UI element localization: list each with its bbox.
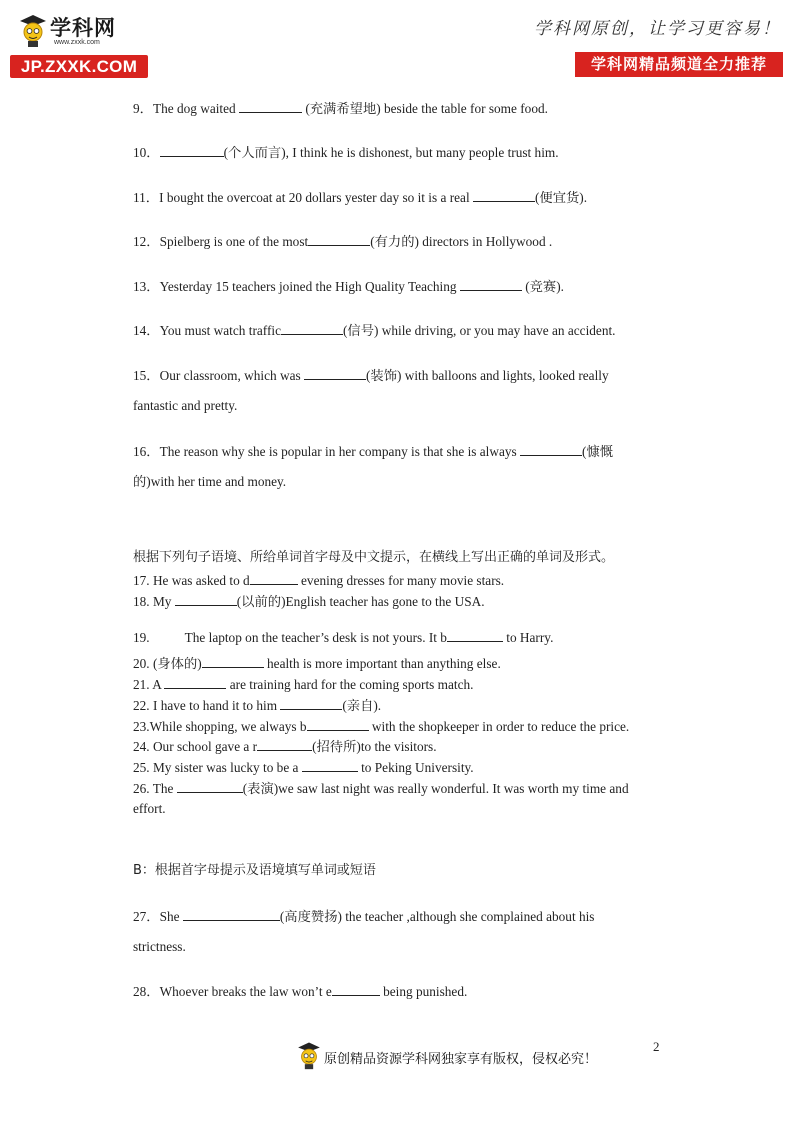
logo-url: www.zxxk.com xyxy=(54,39,100,46)
mascot-icon xyxy=(296,1040,322,1070)
slogan: 学科网原创，让学习更容易！ xyxy=(534,19,781,39)
question-9: 9．The dog waited (充满希望地) beside the table for some food. xyxy=(133,101,548,116)
answer-blank[interactable] xyxy=(280,697,342,710)
question-16-continued: 的)with her time and money. xyxy=(133,474,287,489)
answer-blank[interactable] xyxy=(308,233,370,246)
question-19: 19. The laptop on the teacher’s desk is not yours. It b to Harry. xyxy=(133,630,554,645)
answer-blank[interactable] xyxy=(302,759,358,772)
mascot-icon xyxy=(18,12,48,48)
answer-blank[interactable] xyxy=(175,593,237,606)
answer-blank[interactable] xyxy=(281,322,343,335)
answer-blank[interactable] xyxy=(460,278,522,291)
question-24: 24. Our school gave a r (招待所)to the visitors. xyxy=(133,739,437,754)
logo-text: 学科网 xyxy=(50,16,116,40)
section-b-title: B：根据首字母提示及语境填写单词或短语 xyxy=(133,863,376,878)
footer-text: 原创精品资源学科网独家享有版权，侵权必究！ xyxy=(324,1052,598,1067)
answer-blank[interactable] xyxy=(520,443,582,456)
question-25: 25. My sister was lucky to be a to Peking University. xyxy=(133,760,474,775)
question-20: 20. (身体的) health is more important than anything else. xyxy=(133,656,501,671)
question-21: 21. A are training hard for the coming sports match. xyxy=(133,677,474,692)
answer-blank[interactable] xyxy=(202,655,264,668)
page-number: 2 xyxy=(653,1039,660,1054)
answer-blank[interactable] xyxy=(183,908,280,921)
answer-blank[interactable] xyxy=(239,100,302,113)
answer-blank[interactable] xyxy=(160,144,224,157)
question-15-continued: fantastic and pretty. xyxy=(133,398,238,413)
question-16: 16．The reason why she is popular in her company is that she is always (慷慨 xyxy=(133,444,614,459)
question-28: 28．Whoever breaks the law won’t e being punished. xyxy=(133,984,468,999)
question-13: 13．Yesterday 15 teachers joined the High Quality Teaching (竞赛). xyxy=(133,279,564,294)
answer-blank[interactable] xyxy=(257,738,312,751)
question-26-continued: effort. xyxy=(133,801,166,816)
question-14: 14．You must watch traffic (信号) while driving, or you may have an accident. xyxy=(133,323,616,338)
question-18: 18. My (以前的)English teacher has gone to the USA. xyxy=(133,594,485,609)
question-26: 26. The (表演)we saw last night was really wonderful. It was worth my time and xyxy=(133,781,629,796)
question-11: 11．I bought the overcoat at 20 dollars yester day so it is a real (便宜货). xyxy=(133,190,588,205)
question-22: 22. I have to hand it to him (亲自). xyxy=(133,698,382,713)
question-10: 10． (个人而言), I think he is dishonest, but many people trust him. xyxy=(133,145,559,160)
question-12: 12．Spielberg is one of the most (有力的) directors in Hollywood . xyxy=(133,234,553,249)
answer-blank[interactable] xyxy=(304,367,366,380)
question-17: 17. He was asked to d evening dresses for many movie stars. xyxy=(133,573,505,588)
answer-blank[interactable] xyxy=(250,572,298,585)
answer-blank[interactable] xyxy=(307,718,369,731)
answer-blank[interactable] xyxy=(447,629,503,642)
question-27: 27．She (高度赞扬) the teacher ,although she complained about his xyxy=(133,909,595,924)
question-15: 15．Our classroom, which was (装饰) with balloons and lights, looked really xyxy=(133,368,609,383)
channel-banner[interactable]: 学科网精品频道全力推荐 xyxy=(575,52,783,77)
answer-blank[interactable] xyxy=(332,983,380,996)
answer-blank[interactable] xyxy=(164,676,226,689)
answer-blank[interactable] xyxy=(473,189,535,202)
question-27-continued: strictness. xyxy=(133,939,186,954)
site-badge[interactable]: JP.ZXXK.COM xyxy=(10,55,148,78)
answer-blank[interactable] xyxy=(177,780,243,793)
section-instructions: 根据下列句子语境、所给单词首字母及中文提示，在横线上写出正确的单词及形式。 xyxy=(133,550,615,565)
question-23: 23.While shopping, we always b with the shopkeeper in order to reduce the price. xyxy=(133,719,630,734)
